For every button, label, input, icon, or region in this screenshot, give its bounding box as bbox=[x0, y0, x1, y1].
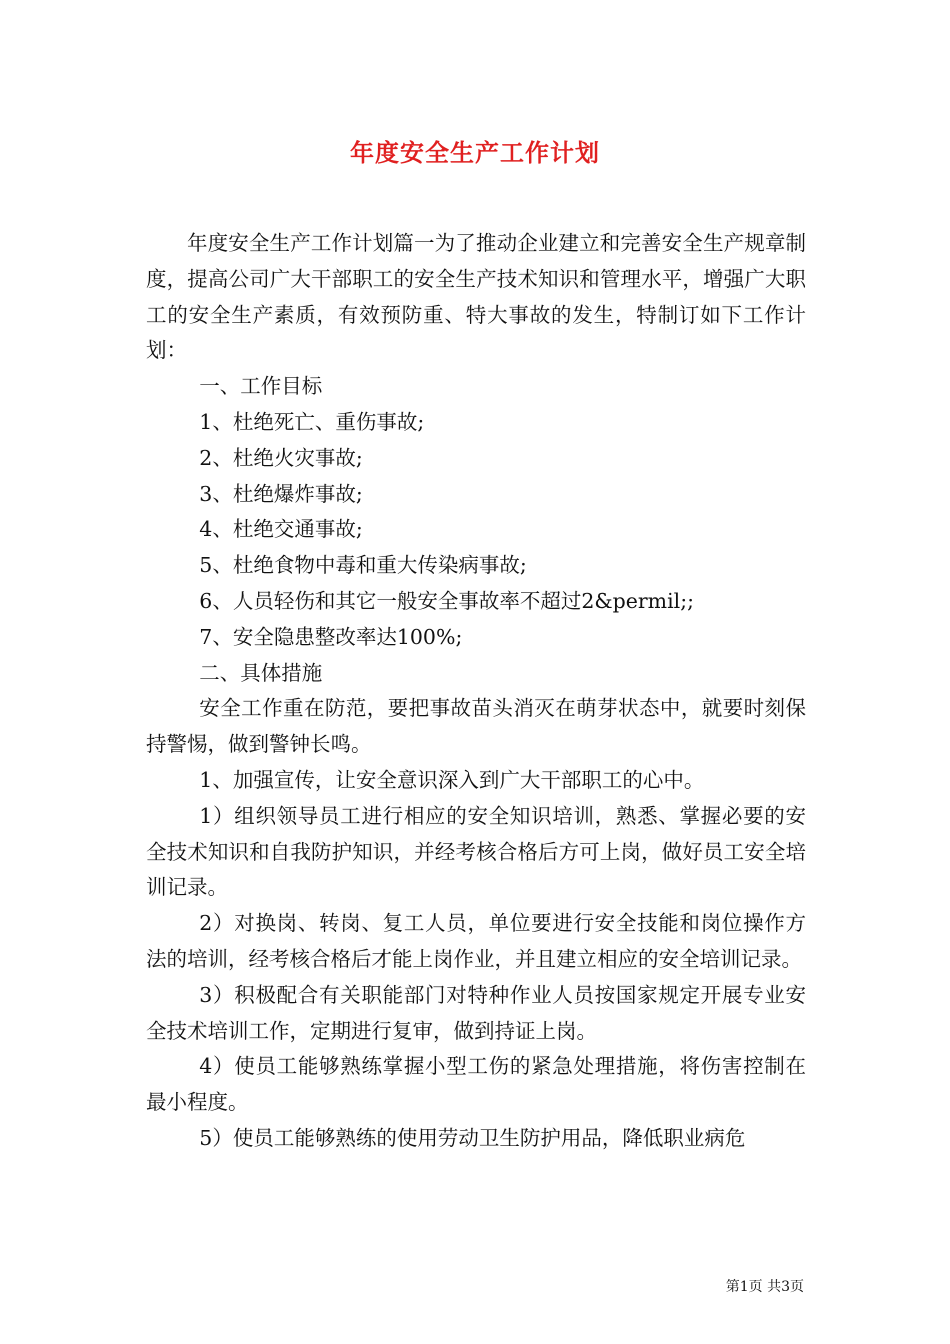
intro-paragraph: 年度安全生产工作计划篇一为了推动企业建立和完善安全生产规章制度，提高公司广大干部职工的安全生产技术知识和管理水平，增强广大职工的安全生产素质，有效预防重、特大事故的发生，特制订如下工作计划： bbox=[146, 231, 806, 363]
body-paragraph: 3）积极配合有关职能部门对特种作业人员按国家规定开展专业安全技术培训工作，定期进行复审，做到持证上岗。 bbox=[146, 982, 806, 1043]
list-item: 7、安全隐患整改率达100%; bbox=[199, 624, 463, 649]
section-heading: 二、具体措施 bbox=[199, 660, 323, 685]
document-body bbox=[146, 226, 806, 1157]
body-paragraph: 安全工作重在防范，要把事故苗头消灭在萌芽状态中，就要时刻保持警惕，做到警钟长鸣。 bbox=[146, 696, 806, 757]
document-title: 年度安全生产工作计划 bbox=[350, 138, 600, 167]
list-item: 6、人员轻伤和其它一般安全事故率不超过2&permil;; bbox=[199, 588, 695, 613]
page-number: 第1页 共3页 bbox=[725, 1279, 804, 1295]
list-item: 4、杜绝交通事故; bbox=[199, 517, 363, 542]
list-item: 1、杜绝死亡、重伤事故; bbox=[199, 409, 425, 434]
list-item: 1、加强宣传，让安全意识深入到广大干部职工的心中。 bbox=[199, 767, 705, 792]
body-paragraph: 1）组织领导员工进行相应的安全知识培训，熟悉、掌握必要的安全技术知识和自我防护知识，并经考核合格后方可上岗，做好员工安全培训记录。 bbox=[146, 803, 806, 900]
body-paragraph: 2）对换岗、转岗、复工人员，单位要进行安全技能和岗位操作方法的培训，经考核合格后才能上岗作业，并且建立相应的安全培训记录。 bbox=[146, 911, 806, 971]
section-heading: 一、工作目标 bbox=[199, 374, 323, 399]
list-item: 2、杜绝火灾事故; bbox=[199, 445, 363, 470]
list-item: 3、杜绝爆炸事故; bbox=[199, 481, 363, 506]
body-paragraph: 5）使员工能够熟练的使用劳动卫生防护用品，降低职业病危 bbox=[199, 1125, 746, 1150]
list-item: 5、杜绝食物中毒和重大传染病事故; bbox=[199, 553, 527, 578]
body-paragraph: 4）使员工能够熟练掌握小型工伤的紧急处理措施，将伤害控制在最小程度。 bbox=[146, 1054, 806, 1115]
